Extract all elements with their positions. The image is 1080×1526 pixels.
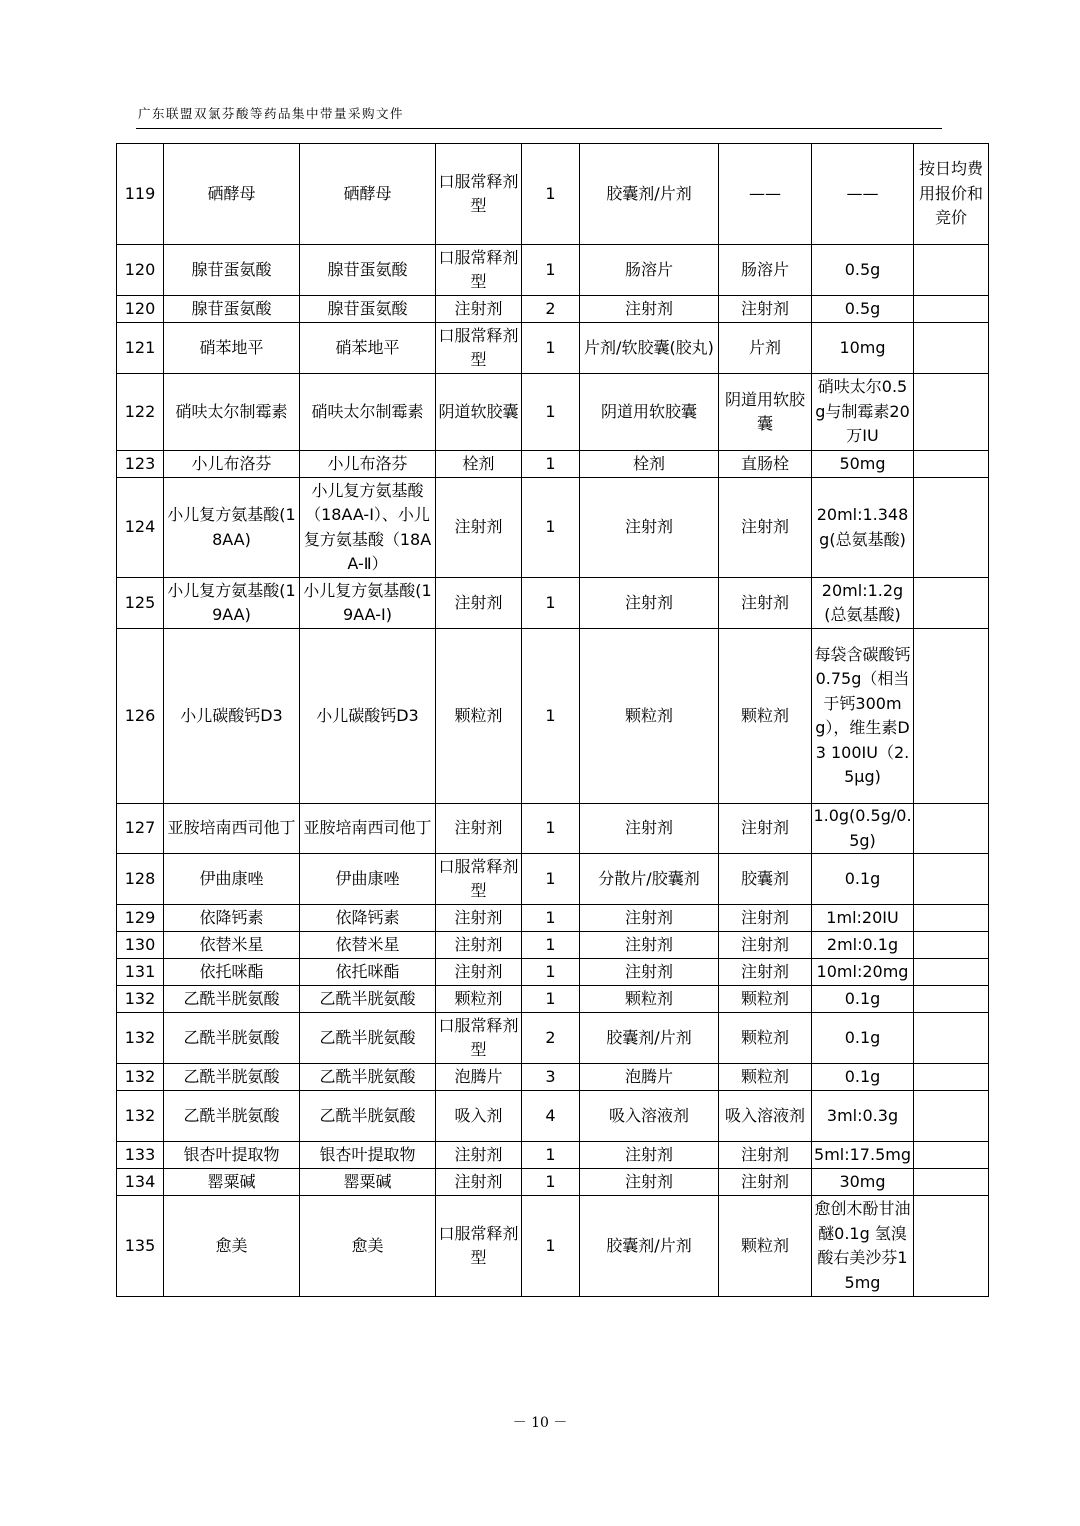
drug-name-cell: 依托咪酯 <box>164 959 300 986</box>
representative-spec-cell: 3ml:0.3g <box>812 1091 914 1142</box>
table-row <box>117 144 989 245</box>
dosage-form-cell: 注射剂 <box>436 578 522 629</box>
generic-name-cell: 伊曲康唑 <box>300 854 436 905</box>
representative-spec-cell: 20ml:1.2g(总氨基酸) <box>812 578 914 629</box>
form-type-cell: 吸入溶液剂 <box>580 1091 719 1142</box>
form-type-cell: 胶囊剂/片剂 <box>580 144 719 245</box>
table-body <box>117 144 989 1297</box>
dosage-form-cell: 泡腾片 <box>436 1064 522 1091</box>
form-type-cell: 片剂/软胶囊(胶丸) <box>580 323 719 374</box>
remark-cell <box>914 451 989 478</box>
generic-name-cell: 依托咪酯 <box>300 959 436 986</box>
form-type-cell: 栓剂 <box>580 451 719 478</box>
drug-name-cell: 依降钙素 <box>164 905 300 932</box>
representative-form-cell: 肠溶片 <box>719 245 812 296</box>
representative-form-cell: 直肠栓 <box>719 451 812 478</box>
remark-cell <box>914 478 989 578</box>
group-number-cell: 1 <box>522 245 580 296</box>
table-row <box>117 1064 989 1091</box>
representative-spec-cell: 每袋含碳酸钙0.75g（相当于钙300mg），维生素D3 100IU（2.5μg) <box>812 629 914 804</box>
generic-name-cell: 小儿复方氨基酸（18AA-Ⅰ）、小儿复方氨基酸（18AA-Ⅱ） <box>300 478 436 578</box>
remark-cell <box>914 854 989 905</box>
group-number-cell: 1 <box>522 629 580 804</box>
drug-name-cell: 乙酰半胱氨酸 <box>164 1064 300 1091</box>
generic-name-cell: 乙酰半胱氨酸 <box>300 1013 436 1064</box>
remark-cell <box>914 804 989 854</box>
representative-spec-cell: 1ml:20IU <box>812 905 914 932</box>
row-number-cell: 126 <box>117 629 164 804</box>
table-row <box>117 451 989 478</box>
representative-spec-cell: 10ml:20mg <box>812 959 914 986</box>
dosage-form-cell: 注射剂 <box>436 296 522 323</box>
remark-cell <box>914 245 989 296</box>
row-number-cell: 119 <box>117 144 164 245</box>
drug-name-cell: 银杏叶提取物 <box>164 1142 300 1169</box>
group-number-cell: 1 <box>522 804 580 854</box>
generic-name-cell: 愈美 <box>300 1196 436 1297</box>
representative-form-cell: 颗粒剂 <box>719 986 812 1013</box>
form-type-cell: 注射剂 <box>580 478 719 578</box>
representative-spec-cell: 10mg <box>812 323 914 374</box>
remark-cell <box>914 296 989 323</box>
row-number-cell: 121 <box>117 323 164 374</box>
representative-spec-cell: 0.1g <box>812 1013 914 1064</box>
form-type-cell: 颗粒剂 <box>580 986 719 1013</box>
generic-name-cell: 小儿碳酸钙D3 <box>300 629 436 804</box>
representative-spec-cell: —— <box>812 144 914 245</box>
remark-cell <box>914 1169 989 1196</box>
drug-name-cell: 小儿复方氨基酸(18AA) <box>164 478 300 578</box>
page-number: － 10 － <box>512 1415 568 1431</box>
form-type-cell: 注射剂 <box>580 905 719 932</box>
group-number-cell: 2 <box>522 1013 580 1064</box>
row-number-cell: 132 <box>117 1013 164 1064</box>
group-number-cell: 1 <box>522 578 580 629</box>
table-row <box>117 986 989 1013</box>
representative-spec-cell: 0.5g <box>812 245 914 296</box>
drug-name-cell: 伊曲康唑 <box>164 854 300 905</box>
representative-spec-cell: 0.1g <box>812 854 914 905</box>
group-number-cell: 3 <box>522 1064 580 1091</box>
representative-spec-cell: 0.1g <box>812 986 914 1013</box>
group-number-cell: 4 <box>522 1091 580 1142</box>
generic-name-cell: 硝呋太尔制霉素 <box>300 374 436 451</box>
remark-cell <box>914 1013 989 1064</box>
table-row <box>117 296 989 323</box>
group-number-cell: 1 <box>522 1142 580 1169</box>
generic-name-cell: 罂粟碱 <box>300 1169 436 1196</box>
generic-name-cell: 腺苷蛋氨酸 <box>300 296 436 323</box>
dosage-form-cell: 口服常释剂型 <box>436 245 522 296</box>
form-type-cell: 注射剂 <box>580 1169 719 1196</box>
remark-cell: 按日均费用报价和竞价 <box>914 144 989 245</box>
row-number-cell: 124 <box>117 478 164 578</box>
dosage-form-cell: 颗粒剂 <box>436 629 522 804</box>
row-number-cell: 131 <box>117 959 164 986</box>
group-number-cell: 1 <box>522 959 580 986</box>
group-number-cell: 1 <box>522 932 580 959</box>
row-number-cell: 120 <box>117 296 164 323</box>
form-type-cell: 颗粒剂 <box>580 629 719 804</box>
row-number-cell: 134 <box>117 1169 164 1196</box>
form-type-cell: 分散片/胶囊剂 <box>580 854 719 905</box>
remark-cell <box>914 323 989 374</box>
group-number-cell: 1 <box>522 905 580 932</box>
generic-name-cell: 依降钙素 <box>300 905 436 932</box>
representative-spec-cell: 50mg <box>812 451 914 478</box>
dosage-form-cell: 口服常释剂型 <box>436 323 522 374</box>
dosage-form-cell: 颗粒剂 <box>436 986 522 1013</box>
representative-form-cell: 胶囊剂 <box>719 854 812 905</box>
row-number-cell: 123 <box>117 451 164 478</box>
table-row <box>117 905 989 932</box>
row-number-cell: 120 <box>117 245 164 296</box>
generic-name-cell: 银杏叶提取物 <box>300 1142 436 1169</box>
drug-name-cell: 硒酵母 <box>164 144 300 245</box>
group-number-cell: 1 <box>522 323 580 374</box>
drug-name-cell: 硝苯地平 <box>164 323 300 374</box>
remark-cell <box>914 986 989 1013</box>
drug-name-cell: 愈美 <box>164 1196 300 1297</box>
representative-form-cell: 阴道用软胶囊 <box>719 374 812 451</box>
representative-form-cell: 注射剂 <box>719 478 812 578</box>
remark-cell <box>914 629 989 804</box>
representative-form-cell: —— <box>719 144 812 245</box>
representative-form-cell: 注射剂 <box>719 905 812 932</box>
representative-spec-cell: 0.5g <box>812 296 914 323</box>
remark-cell <box>914 1196 989 1297</box>
table-row <box>117 854 989 905</box>
table-row <box>117 323 989 374</box>
dosage-form-cell: 口服常释剂型 <box>436 854 522 905</box>
form-type-cell: 胶囊剂/片剂 <box>580 1013 719 1064</box>
group-number-cell: 2 <box>522 296 580 323</box>
table-row <box>117 578 989 629</box>
representative-spec-cell: 20ml:1.348g(总氨基酸) <box>812 478 914 578</box>
dosage-form-cell: 注射剂 <box>436 804 522 854</box>
representative-spec-cell: 5ml:17.5mg <box>812 1142 914 1169</box>
generic-name-cell: 小儿布洛芬 <box>300 451 436 478</box>
representative-spec-cell: 0.1g <box>812 1064 914 1091</box>
representative-spec-cell: 30mg <box>812 1169 914 1196</box>
representative-form-cell: 注射剂 <box>719 959 812 986</box>
remark-cell <box>914 905 989 932</box>
representative-spec-cell: 硝呋太尔0.5g与制霉素20万IU <box>812 374 914 451</box>
table-row <box>117 1091 989 1142</box>
remark-cell <box>914 1091 989 1142</box>
document-header-title: 广东联盟双氯芬酸等药品集中带量采购文件 <box>138 106 405 121</box>
remark-cell <box>914 1064 989 1091</box>
table-row <box>117 245 989 296</box>
row-number-cell: 127 <box>117 804 164 854</box>
form-type-cell: 胶囊剂/片剂 <box>580 1196 719 1297</box>
representative-form-cell: 注射剂 <box>719 932 812 959</box>
group-number-cell: 1 <box>522 451 580 478</box>
group-number-cell: 1 <box>522 478 580 578</box>
group-number-cell: 1 <box>522 1169 580 1196</box>
dosage-form-cell: 口服常释剂型 <box>436 144 522 245</box>
drug-name-cell: 依替米星 <box>164 932 300 959</box>
row-number-cell: 132 <box>117 1091 164 1142</box>
representative-form-cell: 吸入溶液剂 <box>719 1091 812 1142</box>
remark-cell <box>914 1142 989 1169</box>
drug-name-cell: 亚胺培南西司他丁 <box>164 804 300 854</box>
representative-spec-cell: 愈创木酚甘油醚0.1g 氢溴酸右美沙芬15mg <box>812 1196 914 1297</box>
representative-form-cell: 颗粒剂 <box>719 629 812 804</box>
group-number-cell: 1 <box>522 1196 580 1297</box>
form-type-cell: 注射剂 <box>580 804 719 854</box>
representative-form-cell: 颗粒剂 <box>719 1196 812 1297</box>
generic-name-cell: 亚胺培南西司他丁 <box>300 804 436 854</box>
representative-form-cell: 注射剂 <box>719 296 812 323</box>
row-number-cell: 130 <box>117 932 164 959</box>
remark-cell <box>914 959 989 986</box>
row-number-cell: 122 <box>117 374 164 451</box>
form-type-cell: 注射剂 <box>580 959 719 986</box>
row-number-cell: 128 <box>117 854 164 905</box>
drug-name-cell: 乙酰半胱氨酸 <box>164 986 300 1013</box>
remark-cell <box>914 932 989 959</box>
generic-name-cell: 乙酰半胱氨酸 <box>300 1064 436 1091</box>
table-row <box>117 959 989 986</box>
remark-cell <box>914 578 989 629</box>
representative-form-cell: 颗粒剂 <box>719 1064 812 1091</box>
form-type-cell: 注射剂 <box>580 578 719 629</box>
drug-name-cell: 小儿复方氨基酸(19AA) <box>164 578 300 629</box>
dosage-form-cell: 注射剂 <box>436 478 522 578</box>
form-type-cell: 注射剂 <box>580 932 719 959</box>
generic-name-cell: 腺苷蛋氨酸 <box>300 245 436 296</box>
form-type-cell: 肠溶片 <box>580 245 719 296</box>
row-number-cell: 132 <box>117 1064 164 1091</box>
table-row <box>117 804 989 854</box>
representative-spec-cell: 2ml:0.1g <box>812 932 914 959</box>
form-type-cell: 阴道用软胶囊 <box>580 374 719 451</box>
generic-name-cell: 乙酰半胱氨酸 <box>300 1091 436 1142</box>
representative-form-cell: 注射剂 <box>719 578 812 629</box>
row-number-cell: 135 <box>117 1196 164 1297</box>
generic-name-cell: 乙酰半胱氨酸 <box>300 986 436 1013</box>
row-number-cell: 133 <box>117 1142 164 1169</box>
dosage-form-cell: 注射剂 <box>436 959 522 986</box>
group-number-cell: 1 <box>522 374 580 451</box>
generic-name-cell: 硝苯地平 <box>300 323 436 374</box>
drug-name-cell: 腺苷蛋氨酸 <box>164 296 300 323</box>
row-number-cell: 125 <box>117 578 164 629</box>
dosage-form-cell: 栓剂 <box>436 451 522 478</box>
table-row <box>117 1196 989 1297</box>
drug-name-cell: 罂粟碱 <box>164 1169 300 1196</box>
row-number-cell: 129 <box>117 905 164 932</box>
representative-form-cell: 注射剂 <box>719 804 812 854</box>
drug-name-cell: 乙酰半胱氨酸 <box>164 1013 300 1064</box>
dosage-form-cell: 注射剂 <box>436 1169 522 1196</box>
representative-form-cell: 注射剂 <box>719 1142 812 1169</box>
dosage-form-cell: 吸入剂 <box>436 1091 522 1142</box>
representative-form-cell: 注射剂 <box>719 1169 812 1196</box>
group-number-cell: 1 <box>522 854 580 905</box>
table-row <box>117 1169 989 1196</box>
drug-name-cell: 硝呋太尔制霉素 <box>164 374 300 451</box>
form-type-cell: 注射剂 <box>580 296 719 323</box>
drug-name-cell: 腺苷蛋氨酸 <box>164 245 300 296</box>
generic-name-cell: 硒酵母 <box>300 144 436 245</box>
representative-form-cell: 片剂 <box>719 323 812 374</box>
drug-name-cell: 小儿碳酸钙D3 <box>164 629 300 804</box>
dosage-form-cell: 口服常释剂型 <box>436 1196 522 1297</box>
header-rule <box>136 128 942 129</box>
table-row <box>117 374 989 451</box>
drug-name-cell: 小儿布洛芬 <box>164 451 300 478</box>
table-row <box>117 478 989 578</box>
generic-name-cell: 小儿复方氨基酸(19AA-Ⅰ) <box>300 578 436 629</box>
dosage-form-cell: 口服常释剂型 <box>436 1013 522 1064</box>
table-row <box>117 629 989 804</box>
drug-list-table <box>116 143 989 1297</box>
representative-form-cell: 颗粒剂 <box>719 1013 812 1064</box>
form-type-cell: 泡腾片 <box>580 1064 719 1091</box>
table-row <box>117 1142 989 1169</box>
row-number-cell: 132 <box>117 986 164 1013</box>
form-type-cell: 注射剂 <box>580 1142 719 1169</box>
group-number-cell: 1 <box>522 144 580 245</box>
dosage-form-cell: 阴道软胶囊 <box>436 374 522 451</box>
dosage-form-cell: 注射剂 <box>436 905 522 932</box>
table-row <box>117 932 989 959</box>
table-row <box>117 1013 989 1064</box>
remark-cell <box>914 374 989 451</box>
dosage-form-cell: 注射剂 <box>436 932 522 959</box>
dosage-form-cell: 注射剂 <box>436 1142 522 1169</box>
representative-spec-cell: 1.0g(0.5g/0.5g) <box>812 804 914 854</box>
generic-name-cell: 依替米星 <box>300 932 436 959</box>
group-number-cell: 1 <box>522 986 580 1013</box>
drug-name-cell: 乙酰半胱氨酸 <box>164 1091 300 1142</box>
